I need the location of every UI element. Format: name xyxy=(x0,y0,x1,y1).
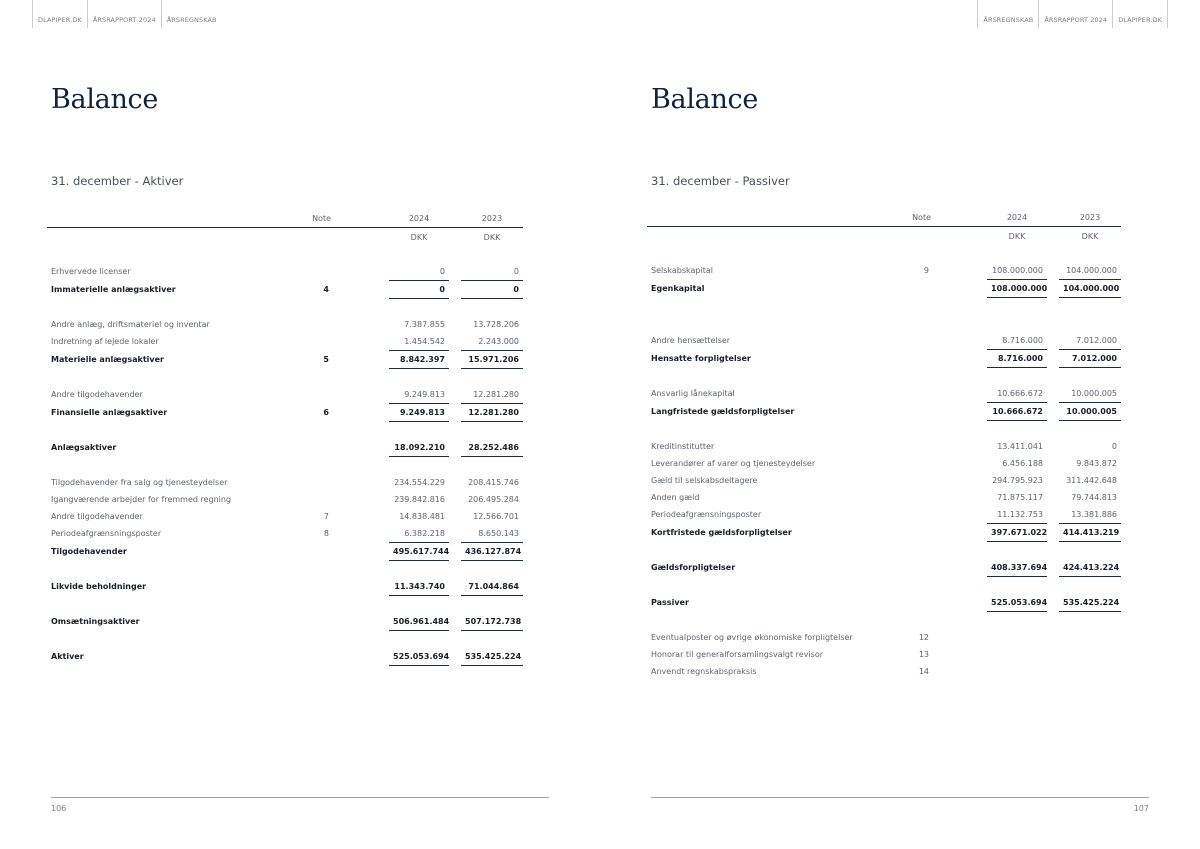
row-value-2024 xyxy=(987,646,1047,663)
table-row xyxy=(47,613,523,631)
table-row xyxy=(647,524,1121,542)
row-value-2023: 0 xyxy=(461,263,523,281)
row-note xyxy=(847,280,951,298)
row-note[interactable]: 13 xyxy=(918,650,929,659)
table-row xyxy=(47,491,523,508)
row-label: Erhvervede licenser xyxy=(51,267,131,277)
row-value-2023: 13.728.206 xyxy=(473,320,519,329)
page-subtitle: 31. december - Aktiver xyxy=(51,174,184,188)
row-value-2024: 6.382.218 xyxy=(389,525,449,543)
row-value-2024: 1.454.542 xyxy=(389,333,449,351)
row-value-2024 xyxy=(987,629,1047,646)
breadcrumb xyxy=(977,0,1168,28)
breadcrumb-link-section[interactable]: ÅRSREGNSKAB xyxy=(977,0,1038,28)
row-label: Aktiver xyxy=(51,652,84,662)
row-note[interactable]: 5 xyxy=(323,355,329,364)
row-value-2024: 9.249.813 xyxy=(389,404,449,422)
row-value-2024: 8.842.397 xyxy=(389,351,449,369)
table-row xyxy=(647,506,1121,524)
row-label: Kortfristede gældsforpligtelser xyxy=(651,528,792,537)
row-note xyxy=(247,386,351,404)
row-note xyxy=(847,403,951,421)
breadcrumb-link-report[interactable]: ÅRSRAPPORT 2024 xyxy=(1038,0,1112,28)
row-value-2023: 414.413.219 xyxy=(1059,524,1121,542)
row-value-2023: 9.843.872 xyxy=(1076,459,1117,468)
row-label: Leverandører af varer og tjenesteydelser xyxy=(651,459,816,468)
row-label: Omsætningsaktiver xyxy=(51,617,140,627)
table-row xyxy=(47,543,523,561)
row-label: Eventualposter og øvrige økonomiske forpligtelser xyxy=(651,633,853,642)
row-value-2024: 11.343.740 xyxy=(389,578,449,596)
table-row xyxy=(47,578,523,596)
assets-table xyxy=(47,210,523,666)
table-row xyxy=(47,525,523,543)
row-value-2024: 6.456.188 xyxy=(1002,459,1043,468)
row-value-2024: 408.337.694 xyxy=(987,559,1047,577)
row-label: Selskabskapital xyxy=(651,266,713,276)
row-label: Hensatte forpligtelser xyxy=(651,354,751,363)
row-value-2023: 10.000.005 xyxy=(1059,385,1121,403)
row-value-2024: 495.617.744 xyxy=(389,543,449,561)
row-note[interactable]: 14 xyxy=(918,667,929,676)
row-value-2023 xyxy=(1059,629,1121,646)
row-value-2023: 71.044.864 xyxy=(461,578,523,596)
header-year-2023: 2023 xyxy=(1059,209,1121,227)
row-note xyxy=(847,472,951,489)
row-label: Anden gæld xyxy=(651,493,700,502)
table-row xyxy=(647,594,1121,612)
page-title: Balance xyxy=(651,84,759,115)
row-value-2024: 294.795.923 xyxy=(992,476,1043,485)
footer-divider xyxy=(651,797,1149,798)
row-label: Igangværende arbejder for fremmed regning xyxy=(51,495,232,504)
table-row xyxy=(647,262,1121,280)
row-value-2024: 108.000.000 xyxy=(987,262,1047,280)
row-value-2023: 10.000.005 xyxy=(1059,403,1121,421)
row-value-2024: 239.842.816 xyxy=(394,495,445,504)
table-row xyxy=(647,646,1121,663)
breadcrumb-link-site[interactable]: DLAPIPER.DK xyxy=(32,0,87,28)
table-row xyxy=(47,474,523,491)
row-note xyxy=(847,350,951,368)
row-note xyxy=(847,332,951,350)
row-label: Ansvarlig lånekapital xyxy=(651,389,735,399)
row-note xyxy=(247,578,351,596)
row-value-2024: 0 xyxy=(389,281,449,299)
row-value-2024: 506.961.484 xyxy=(389,613,449,631)
row-value-2024: 18.092.210 xyxy=(389,439,449,457)
row-label: Finansielle anlægsaktiver xyxy=(51,408,168,417)
table-header-row xyxy=(47,210,523,228)
table-row xyxy=(647,455,1121,472)
row-label: Tilgodehavender xyxy=(51,547,127,556)
header-year-2024: 2024 xyxy=(389,210,449,228)
table-row xyxy=(47,333,523,351)
row-value-2023: 436.127.874 xyxy=(461,543,523,561)
row-label: Andre anlæg, driftsmateriel og inventar xyxy=(51,320,210,329)
row-label: Materielle anlægsaktiver xyxy=(51,355,164,364)
row-label: Periodeafgrænsningsposter xyxy=(51,529,162,539)
row-value-2023: 104.000.000 xyxy=(1059,280,1121,298)
table-row xyxy=(47,439,523,457)
row-value-2023: 7.012.000 xyxy=(1059,350,1121,368)
row-value-2024: 8.716.000 xyxy=(987,350,1047,368)
page-title: Balance xyxy=(51,84,159,115)
row-value-2023: 2.243.000 xyxy=(461,333,523,351)
row-note xyxy=(247,333,351,351)
table-header-row xyxy=(647,209,1121,227)
row-value-2023: 0 xyxy=(461,281,523,299)
row-label: Likvide beholdninger xyxy=(51,582,147,592)
row-note xyxy=(247,543,351,561)
row-note xyxy=(847,524,951,542)
row-value-2023: 104.000.000 xyxy=(1059,262,1121,280)
row-label: Indretning af lejede lokaler xyxy=(51,337,159,347)
table-row xyxy=(47,648,523,666)
row-label: Immaterielle anlægsaktiver xyxy=(51,285,176,294)
breadcrumb-link-report[interactable]: ÅRSRAPPORT 2024 xyxy=(87,0,161,28)
table-row xyxy=(47,263,523,281)
unit-label: DKK xyxy=(483,232,501,242)
row-note xyxy=(847,506,951,524)
table-row xyxy=(647,350,1121,368)
row-note[interactable]: 6 xyxy=(323,408,329,417)
row-label: Tilgodehavender fra salg og tjenesteydelser xyxy=(51,478,228,487)
row-label: Anvendt regnskabspraksis xyxy=(651,667,757,676)
page-right xyxy=(600,0,1200,849)
table-row xyxy=(47,281,523,299)
table-row xyxy=(647,385,1121,403)
row-value-2023 xyxy=(1059,646,1121,663)
table-row xyxy=(647,559,1121,577)
row-value-2024: 8.716.000 xyxy=(987,332,1047,350)
row-value-2023: 0 xyxy=(1111,442,1117,451)
header-year-2023: 2023 xyxy=(461,210,523,228)
row-note[interactable]: 4 xyxy=(323,285,329,294)
breadcrumb-link-site[interactable]: DLAPIPER.DK xyxy=(1112,0,1168,28)
row-value-2024: 14.838.481 xyxy=(399,512,445,521)
row-value-2023: 424.413.224 xyxy=(1059,559,1121,577)
row-note xyxy=(247,316,351,333)
row-note xyxy=(847,455,951,472)
row-value-2023: 208.415.746 xyxy=(468,478,519,487)
row-value-2023: 79.744.813 xyxy=(1071,493,1117,502)
row-value-2024: 9.249.813 xyxy=(389,386,449,404)
row-label: Egenkapital xyxy=(651,284,705,293)
row-note xyxy=(247,474,351,491)
table-row xyxy=(647,403,1121,421)
table-row xyxy=(47,351,523,369)
row-value-2024: 71.875.117 xyxy=(997,493,1043,502)
row-value-2023: 12.566.701 xyxy=(473,512,519,521)
row-value-2023: 311.442.648 xyxy=(1066,476,1117,485)
row-label: Passiver xyxy=(651,598,689,608)
row-label: Gældsforpligtelser xyxy=(651,563,736,573)
row-value-2024: 10.666.672 xyxy=(987,385,1047,403)
row-value-2023: 535.425.224 xyxy=(1059,594,1121,612)
table-row xyxy=(47,316,523,333)
row-value-2023: 507.172.738 xyxy=(461,613,523,631)
table-unit-row xyxy=(47,228,523,247)
unit-label: DKK xyxy=(410,232,428,242)
row-note xyxy=(847,438,951,455)
row-label: Honorar til generalforsamlingsvalgt revisor xyxy=(651,650,824,659)
row-value-2024: 234.554.229 xyxy=(394,478,445,487)
table-row xyxy=(647,280,1121,298)
header-year-2024: 2024 xyxy=(987,209,1047,227)
row-value-2023: 535.425.224 xyxy=(461,648,523,666)
table-row xyxy=(647,332,1121,350)
row-value-2024: 525.053.694 xyxy=(389,648,449,666)
table-row xyxy=(47,508,523,525)
row-label: Gæld til selskabsdeltagere xyxy=(651,476,758,485)
table-row xyxy=(647,438,1121,455)
row-label: Langfristede gældsforpligtelser xyxy=(651,407,795,416)
row-value-2023: 28.252.486 xyxy=(461,439,523,457)
liabilities-table xyxy=(647,209,1121,680)
row-value-2024: 7.387.855 xyxy=(404,320,445,329)
table-unit-row xyxy=(647,227,1121,246)
row-label: Andre tilgodehavender xyxy=(51,512,143,521)
row-note xyxy=(247,648,351,666)
row-note xyxy=(247,491,351,508)
row-value-2023: 12.281.280 xyxy=(461,404,523,422)
row-value-2024: 397.671.022 xyxy=(987,524,1047,542)
row-note[interactable]: 7 xyxy=(323,512,329,521)
table-row xyxy=(647,663,1121,680)
unit-label: DKK xyxy=(1081,231,1099,241)
row-value-2023 xyxy=(1059,663,1121,680)
row-note[interactable]: 12 xyxy=(918,633,929,642)
unit-label: DKK xyxy=(1008,231,1026,241)
page-subtitle: 31. december - Passiver xyxy=(651,174,790,188)
row-value-2023: 13.381.886 xyxy=(1059,506,1121,524)
row-label: Kreditinstitutter xyxy=(651,442,715,451)
table-row xyxy=(47,386,523,404)
header-note: Note xyxy=(847,209,951,227)
row-note xyxy=(847,385,951,403)
row-value-2023: 7.012.000 xyxy=(1059,332,1121,350)
row-value-2023: 12.281.280 xyxy=(461,386,523,404)
row-note xyxy=(847,559,951,577)
row-value-2023: 15.971.206 xyxy=(461,351,523,369)
table-row xyxy=(647,472,1121,489)
row-value-2024: 10.666.672 xyxy=(987,403,1047,421)
row-label: Andre tilgodehavender xyxy=(51,390,143,400)
breadcrumb-link-section[interactable]: ÅRSREGNSKAB xyxy=(161,0,222,28)
page-number: 106 xyxy=(51,804,67,813)
row-note xyxy=(247,439,351,457)
table-row xyxy=(647,629,1121,646)
table-row xyxy=(647,489,1121,506)
row-value-2024: 11.132.753 xyxy=(987,506,1047,524)
row-note xyxy=(847,594,951,612)
row-value-2024: 13.411.041 xyxy=(997,442,1043,451)
header-note: Note xyxy=(247,210,351,228)
row-label: Periodeafgrænsningsposter xyxy=(651,510,762,520)
row-value-2023: 8.650.143 xyxy=(461,525,523,543)
row-value-2024: 0 xyxy=(389,263,449,281)
row-label: Andre hensættelser xyxy=(651,336,731,346)
row-label: Anlægsaktiver xyxy=(51,443,117,453)
row-note[interactable]: 8 xyxy=(323,529,329,539)
row-note xyxy=(247,613,351,631)
footer-divider xyxy=(51,797,549,798)
row-value-2024 xyxy=(987,663,1047,680)
row-note[interactable]: 9 xyxy=(923,266,929,276)
row-value-2024: 108.000.000 xyxy=(987,280,1047,298)
breadcrumb xyxy=(32,0,222,28)
row-note xyxy=(847,489,951,506)
row-note xyxy=(247,263,351,281)
row-value-2024: 525.053.694 xyxy=(987,594,1047,612)
page-number: 107 xyxy=(1133,804,1149,813)
table-row xyxy=(47,404,523,422)
row-value-2023: 206.495.284 xyxy=(468,495,519,504)
